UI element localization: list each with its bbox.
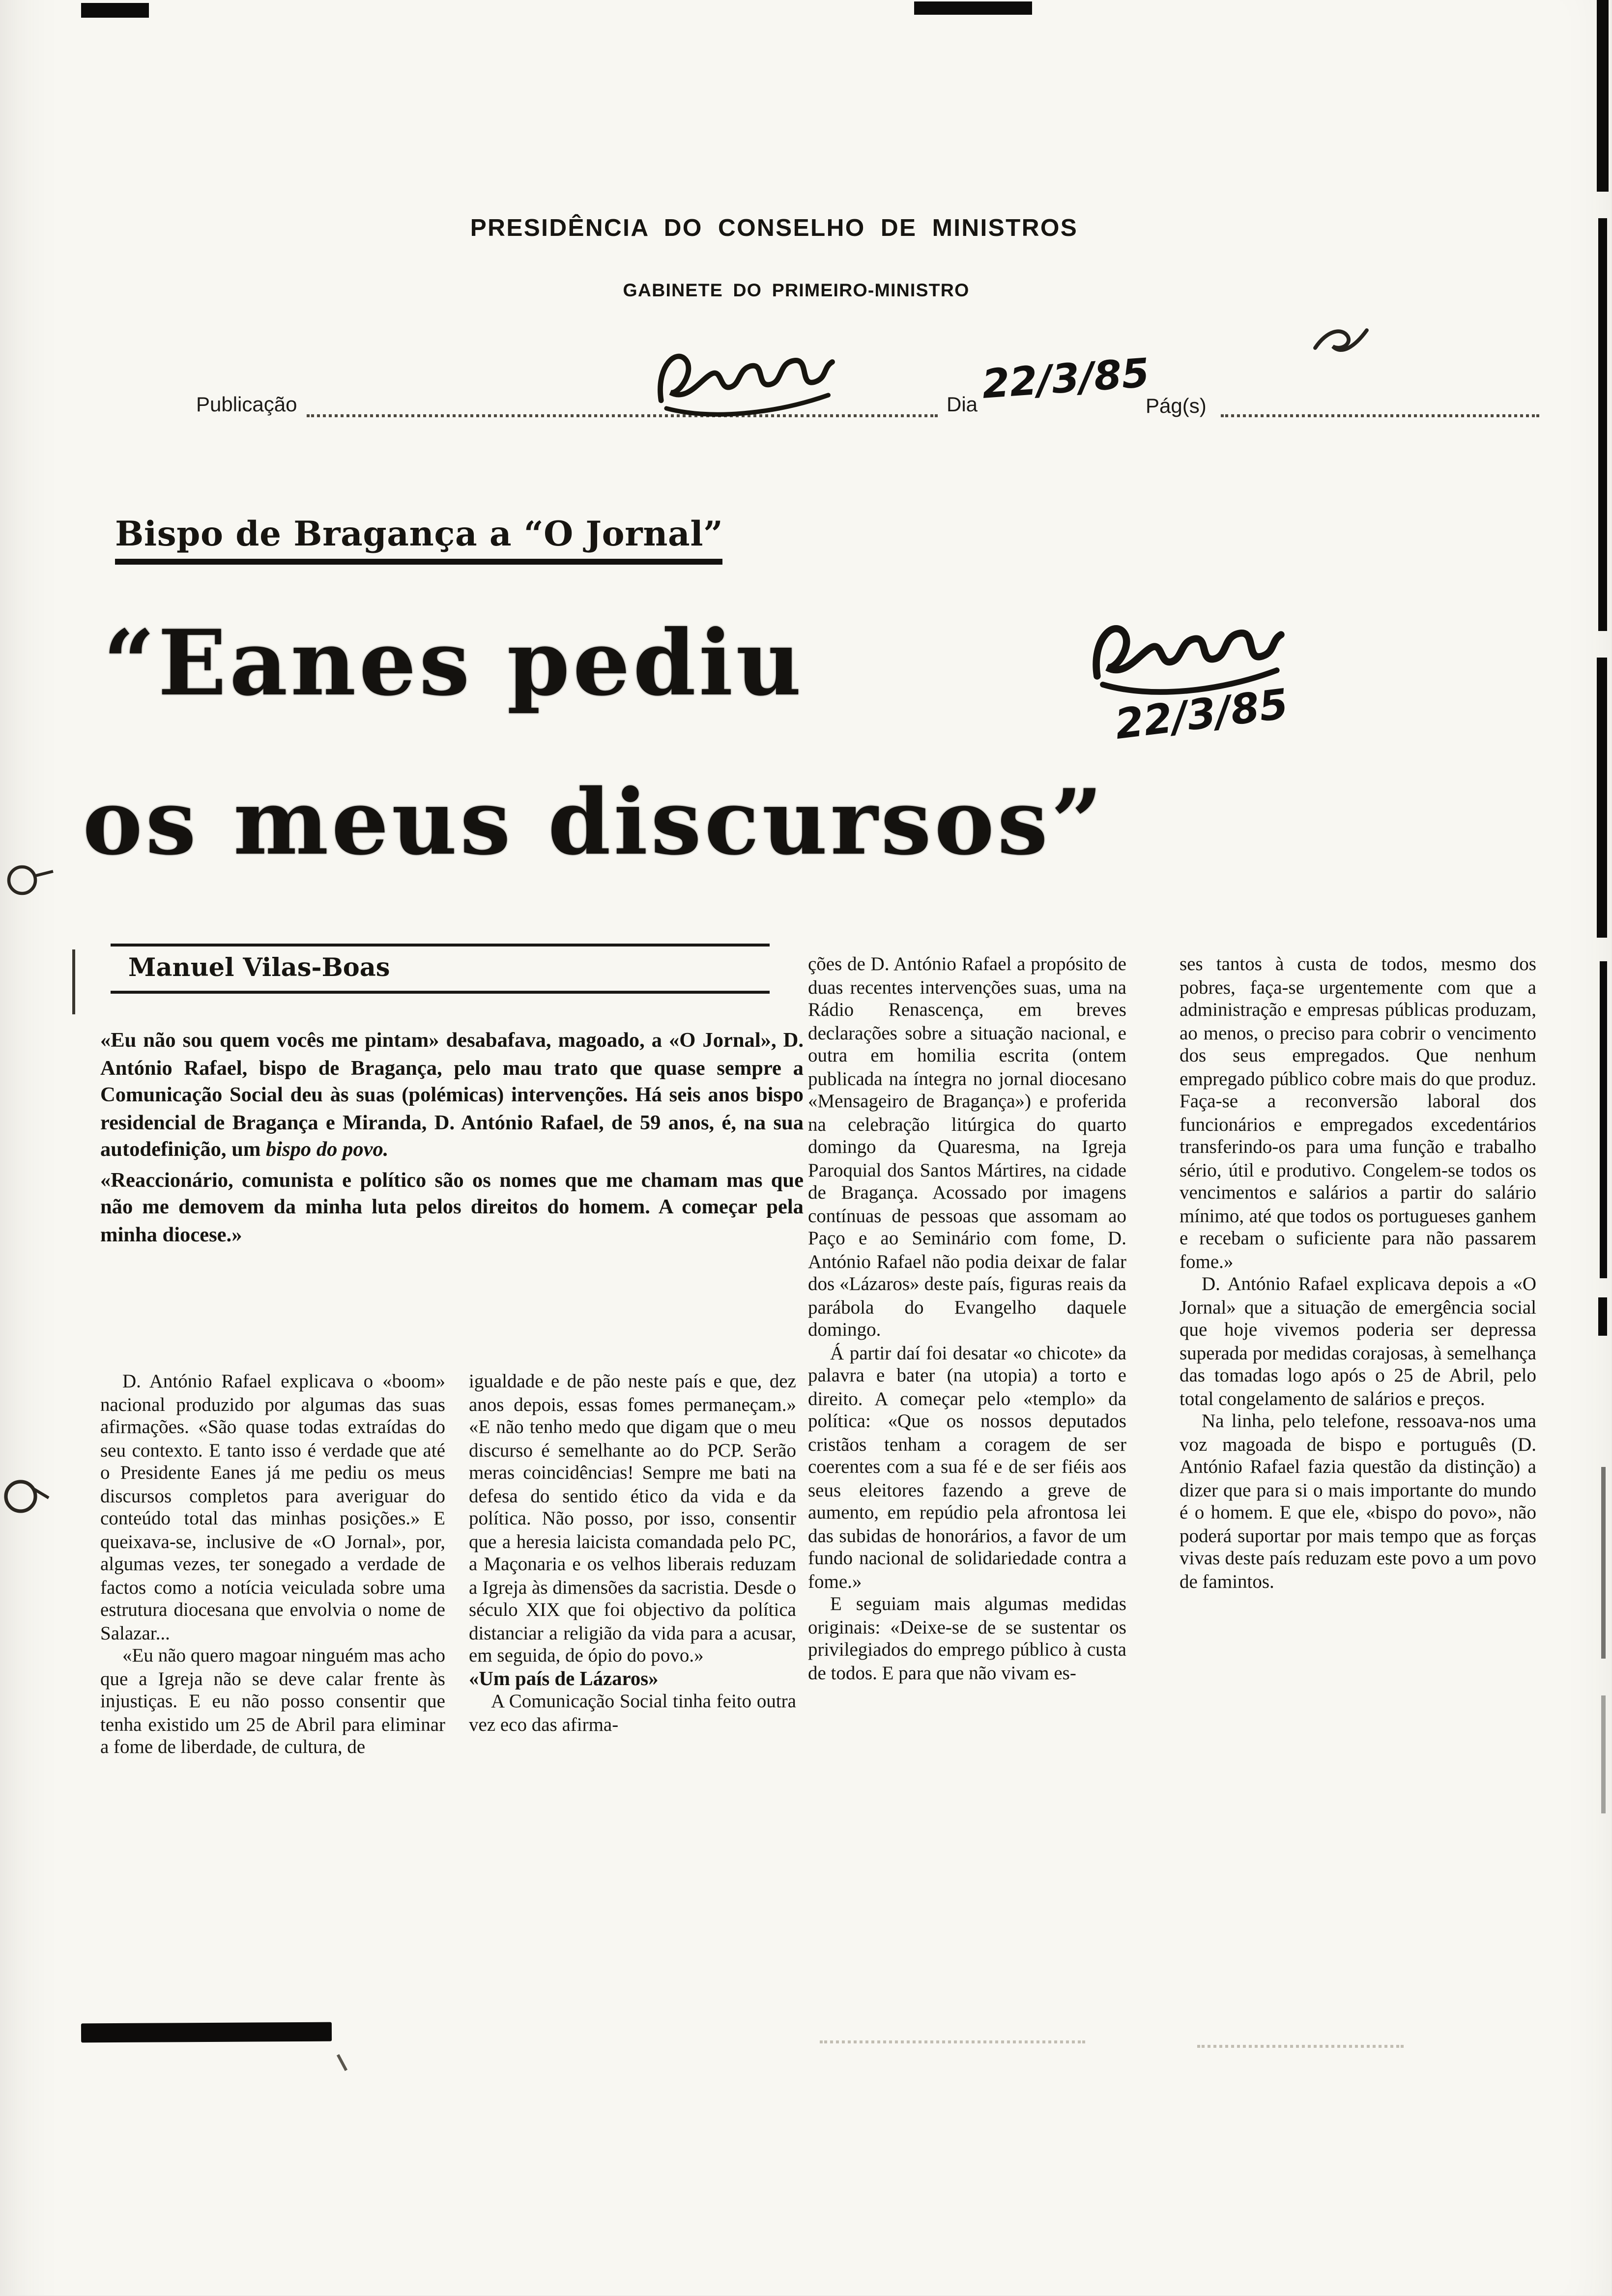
byline-left-tick	[72, 949, 75, 1014]
lead-paragraph-1: «Eu não sou quem vocês me pintam» desabafava, magoado, a «O Jornal», D. António Rafael, bispo de Bragança, pelo mau trato que quase sempre a Comunicação Social deu às suas (polémicas) intervenções. Há seis anos bispo residencial de Bragança e Miranda, D. António Rafael, de 59 anos, é, na sua autodefinição, um bispo do povo.	[100, 1029, 804, 1162]
registration-mark	[81, 3, 149, 18]
headline-line1: “Eanes pediu	[103, 612, 805, 717]
article-lead	[100, 1028, 804, 1252]
pages-label: Pág(s)	[1146, 394, 1207, 417]
scan-edge-artifact	[1600, 961, 1607, 1278]
scan-edge-artifact	[1597, 0, 1609, 192]
paragraph: «Eu não quero magoar ninguém mas acho que a Igreja não se deve calar frente às injustiças. E eu não posso consentir que tenha existido um 25 de Abril para eliminar a fome de liberdade, de cultura, de	[100, 1644, 445, 1757]
paragraph: ses tantos à custa de todos, mesmo dos pobres, faça-se urgentemente com que a administração e empresas públicas produzam, ao menos, o preciso para cobrir o vencimento dos seus empregados. Que nenhum empregado público cobre mais do que produz. Faça-se a reconversão laboral dos funcionários e empregados excedentários transferindo-os para uma função e trabalho sério, útil e produtivo. Congelem-se todos os vencimentos e salários a partir do salário mínimo, até que todos os portugueses ganhem e recebam o suficiente para não passarem fome.»	[1180, 952, 1536, 1272]
paragraph: A Comunicação Social tinha feito outra vez eco das afirma-	[469, 1690, 796, 1735]
scan-edge-artifact	[1601, 1467, 1606, 1659]
bottom-ink-bar	[81, 2022, 332, 2043]
registration-mark	[914, 1, 1032, 15]
article-column-3	[808, 952, 1126, 1684]
handwritten-date: 22/3/85	[980, 351, 1151, 408]
publication-dotted-line	[307, 414, 938, 417]
letterhead-dept-line: GABINETE DO PRIMEIRO-MINISTRO	[623, 280, 970, 301]
section-subhead: «Um país de Lázaros»	[469, 1666, 659, 1689]
pages-dotted-line	[1221, 414, 1539, 417]
lead-italic-phrase: bispo do povo.	[265, 1138, 389, 1162]
handwritten-margin-date: 22/3/85	[1112, 679, 1291, 749]
paragraph: D. António Rafael explicava depois a «O Jornal» que a situação de emergência social que hoje vivemos poderia ser depressa superada por medidas corajosas, à semelhança das tomadas logo após o 25 de Abril, pelo total congelamento de salários e preços.	[1180, 1272, 1536, 1409]
punch-pencil-mark	[0, 1474, 53, 1519]
paragraph: D. António Rafael explicava o «boom» nacional produzido por algumas das suas afirmações. «São quase todas extraídas do seu contexto. E tanto isso é verdade que até o Presidente Eanes já me pediu os meus discursos completos para averiguar do conteúdo total das minhas posições.» E queixava-se, inclusive de «O Jornal», por, algumas vezes, ter sonegado a verdade de factos como a notícia veiculada sobre uma estrutura diocesana que envolvia o nome de Salazar...	[100, 1370, 445, 1643]
scan-noise-dots	[1197, 2045, 1404, 2048]
stray-pencil-stroke	[337, 2054, 347, 2071]
byline: Manuel Vilas-Boas	[128, 954, 390, 983]
byline-box	[111, 944, 770, 994]
scan-edge-artifact	[1598, 218, 1607, 631]
check-annotation-mark	[1312, 324, 1371, 360]
publication-label: Publicação	[196, 392, 297, 416]
article-column-4	[1180, 952, 1536, 1592]
letterhead-org-line: PRESIDÊNCIA DO CONSELHO DE MINISTROS	[470, 215, 1078, 242]
paragraph: Na linha, pelo telefone, ressoava-nos uma voz magoada de bispo e português (D. António Rafael fazia questão da distinção) a dizer que para si o mais importante do mundo é o homem. E que ele, «bispo do povo», não poderá suportar por mais tempo que as forças vivas deste país reduzam este povo a um povo de famintos.	[1180, 1409, 1536, 1592]
headline-line2: os meus discursos”	[83, 771, 1106, 876]
day-label: Dia	[947, 392, 978, 416]
scan-edge-artifact	[1598, 1297, 1607, 1336]
paragraph: igualdade e de pão neste país e que, dez anos depois, essas fomes permaneçam.» «E não tenho medo que digam que o meu discurso é semelhante ao do PCP. Serão meras coincidências! Sempre me bati na defesa do sentido ético da vida e da política. Não posso, por isso, consentir que a heresia laicista comandada pelo PC, a Maçonaria e os velhos liberais reduzam a Igreja às dimensões da sacristia. Desde o século XIX que foi objectivo da política distanciar a religião da vida para a acusar, em seguida, de ópio do povo.»	[469, 1370, 796, 1666]
paragraph: ções de D. António Rafael a propósito de duas recentes intervenções suas, uma na Rádio Renascença, em breves declarações sobre a situação nacional, e outra em homilia escrita (ontem publicada na íntegra no jornal diocesano «Mensageiro de Bragança») e proferida na celebração litúrgica do quarto domingo da Quaresma, na Igreja Paroquial dos Santos Mártires, na cidade de Bragança. Acossado por imagens contínuas de pessoas que assomam ao Paço e ao Seminário com fome, D. António Rafael não podia deixar de falar dos «Lázaros» deste país, figuras reais da parábola do Evangelho daquele domingo.	[808, 952, 1126, 1340]
lead-paragraph-2: «Reaccionário, comunista e político são os nomes que me chamam mas que não me demovem da minha luta pelos direitos do homem. A começar pela minha diocese.»	[100, 1168, 804, 1247]
article-column-2	[469, 1370, 796, 1735]
punch-pencil-mark	[3, 860, 56, 901]
paragraph: E seguiam mais algumas medidas originais: «Deixe-se de se sustentar os privilegiados do emprego público à custa de todos. E para que não vivam es-	[808, 1592, 1126, 1683]
scan-edge-artifact	[1597, 658, 1607, 938]
kicker-wrap	[115, 515, 723, 554]
scan-edge-artifact	[1601, 1695, 1606, 1813]
article-column-1	[100, 1370, 445, 1758]
scan-noise-dots	[820, 2040, 1085, 2043]
kicker: Bispo de Bragança a “O Jornal”	[115, 515, 723, 565]
paragraph: Á partir daí foi desatar «o chicote» da palavra e bater (na utopia) a torto e direito. A começar pelo «templo» da política: «Que os nossos deputados cristãos tenham a coragem de ser coerentes com a sua fé e de ser fiéis aos seus eleitores fazendo a greve de aumento, em repúdio pela afrontosa lei das subidas de honorários, a favor de um fundo nacional de solidariedade contra a fome.»	[808, 1341, 1126, 1592]
handwritten-publication-scribble-jornal	[653, 342, 839, 422]
